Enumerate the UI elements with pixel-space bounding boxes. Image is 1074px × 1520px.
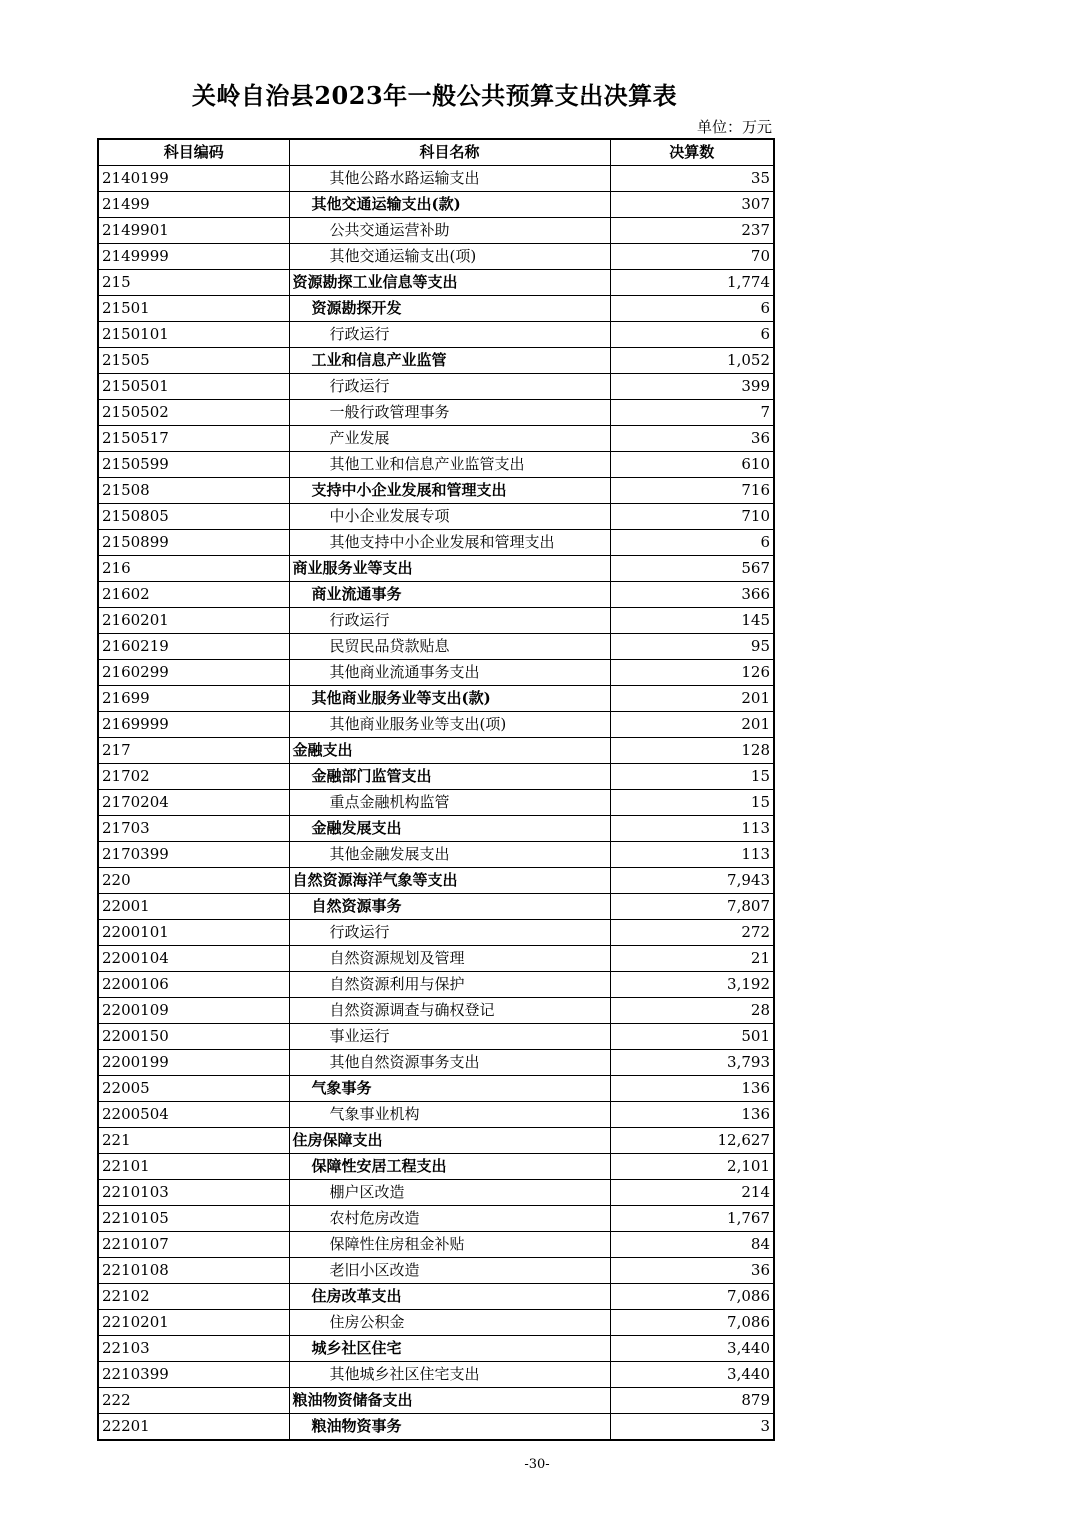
table-row [98,660,774,686]
row-amount: 126 [610,660,774,686]
table-row [98,1102,774,1128]
row-name: 行政运行 [289,920,610,946]
row-name: 其他商业服务业等支出(款) [289,686,610,712]
row-code: 22102 [98,1284,289,1310]
row-name: 金融部门监管支出 [289,764,610,790]
header-amount: 决算数 [610,139,774,166]
row-code: 22201 [98,1414,289,1441]
row-name: 气象事业机构 [289,1102,610,1128]
row-amount: 28 [610,998,774,1024]
table-row [98,816,774,842]
row-code: 2210105 [98,1206,289,1232]
table-row [98,712,774,738]
table-row [98,920,774,946]
row-amount: 3,793 [610,1050,774,1076]
table-row [98,1154,774,1180]
row-amount: 201 [610,686,774,712]
row-amount: 610 [610,452,774,478]
row-code: 21699 [98,686,289,712]
row-code: 2200504 [98,1102,289,1128]
row-amount: 128 [610,738,774,764]
row-name: 其他商业服务业等支出(项) [289,712,610,738]
row-code: 2200199 [98,1050,289,1076]
row-name: 其他交通运输支出(款) [289,192,610,218]
table-row [98,998,774,1024]
table-row [98,1180,774,1206]
table-row [98,1258,774,1284]
row-name: 其他交通运输支出(项) [289,244,610,270]
row-amount: 214 [610,1180,774,1206]
table-row [98,686,774,712]
row-code: 2150501 [98,374,289,400]
table-row [98,842,774,868]
row-code: 21702 [98,764,289,790]
row-name: 住房改革支出 [289,1284,610,1310]
table-row [98,868,774,894]
row-code: 220 [98,868,289,894]
row-amount: 7,086 [610,1310,774,1336]
row-name: 自然资源调查与确权登记 [289,998,610,1024]
table-row [98,634,774,660]
table-row [98,582,774,608]
table-row [98,1310,774,1336]
row-amount: 237 [610,218,774,244]
table-row [98,1284,774,1310]
row-code: 2200104 [98,946,289,972]
row-amount: 7,807 [610,894,774,920]
row-code: 2160219 [98,634,289,660]
row-amount: 3 [610,1414,774,1441]
row-code: 2210399 [98,1362,289,1388]
table-row [98,1388,774,1414]
table-row [98,1336,774,1362]
row-name: 中小企业发展专项 [289,504,610,530]
table-row [98,530,774,556]
row-name: 自然资源事务 [289,894,610,920]
table-row [98,764,774,790]
row-amount: 7,943 [610,868,774,894]
row-code: 2140199 [98,166,289,192]
row-name: 住房保障支出 [289,1128,610,1154]
table-row [98,972,774,998]
table-row [98,218,774,244]
page-title: 关岭自治县2023年一般公共预算支出决算表 [191,81,678,110]
row-code: 2210107 [98,1232,289,1258]
table-row [98,296,774,322]
row-code: 2200106 [98,972,289,998]
table-row [98,946,774,972]
row-amount: 201 [610,712,774,738]
row-amount: 2,101 [610,1154,774,1180]
table-row [98,1232,774,1258]
row-code: 22103 [98,1336,289,1362]
row-name: 行政运行 [289,374,610,400]
table-row [98,894,774,920]
row-code: 2150517 [98,426,289,452]
row-name: 商业服务业等支出 [289,556,610,582]
row-name: 粮油物资事务 [289,1414,610,1441]
row-amount: 6 [610,322,774,348]
row-code: 22001 [98,894,289,920]
row-amount: 3,440 [610,1336,774,1362]
row-name: 其他工业和信息产业监管支出 [289,452,610,478]
table-header-row [98,139,774,166]
row-amount: 716 [610,478,774,504]
table-row [98,270,774,296]
table-row [98,790,774,816]
table-row [98,374,774,400]
row-code: 2149999 [98,244,289,270]
row-code: 215 [98,270,289,296]
row-code: 2150101 [98,322,289,348]
row-code: 21501 [98,296,289,322]
table-row [98,608,774,634]
table-body [98,166,774,1441]
row-name: 自然资源利用与保护 [289,972,610,998]
row-name: 民贸民品贷款贴息 [289,634,610,660]
row-code: 217 [98,738,289,764]
row-code: 2150502 [98,400,289,426]
row-code: 2150899 [98,530,289,556]
row-amount: 84 [610,1232,774,1258]
row-amount: 36 [610,1258,774,1284]
row-amount: 113 [610,842,774,868]
row-name: 棚户区改造 [289,1180,610,1206]
table-row [98,400,774,426]
row-amount: 3,192 [610,972,774,998]
row-name: 气象事务 [289,1076,610,1102]
row-amount: 113 [610,816,774,842]
row-name: 其他支持中小企业发展和管理支出 [289,530,610,556]
row-code: 21602 [98,582,289,608]
table-row [98,1076,774,1102]
row-amount: 136 [610,1102,774,1128]
row-name: 住房公积金 [289,1310,610,1336]
row-name: 产业发展 [289,426,610,452]
table-row [98,166,774,192]
row-amount: 15 [610,764,774,790]
row-code: 2170204 [98,790,289,816]
row-code: 2170399 [98,842,289,868]
row-code: 22101 [98,1154,289,1180]
row-name: 其他金融发展支出 [289,842,610,868]
row-name: 事业运行 [289,1024,610,1050]
budget-table [97,138,775,1441]
table-row [98,1024,774,1050]
table-row [98,452,774,478]
row-amount: 7,086 [610,1284,774,1310]
row-amount: 1,774 [610,270,774,296]
row-code: 21499 [98,192,289,218]
row-code: 2200101 [98,920,289,946]
row-amount: 710 [610,504,774,530]
row-name: 金融发展支出 [289,816,610,842]
row-code: 21508 [98,478,289,504]
row-amount: 145 [610,608,774,634]
row-name: 城乡社区住宅 [289,1336,610,1362]
row-name: 重点金融机构监管 [289,790,610,816]
row-amount: 136 [610,1076,774,1102]
row-name: 其他公路水路运输支出 [289,166,610,192]
row-amount: 366 [610,582,774,608]
unit-label: 单位：万元 [696,118,772,136]
row-amount: 399 [610,374,774,400]
row-code: 2149901 [98,218,289,244]
row-code: 2200109 [98,998,289,1024]
row-name: 公共交通运营补助 [289,218,610,244]
table-row [98,1362,774,1388]
row-name: 其他商业流通事务支出 [289,660,610,686]
row-code: 222 [98,1388,289,1414]
row-amount: 879 [610,1388,774,1414]
row-amount: 6 [610,296,774,322]
row-name: 其他自然资源事务支出 [289,1050,610,1076]
row-code: 2210201 [98,1310,289,1336]
row-name: 农村危房改造 [289,1206,610,1232]
row-amount: 35 [610,166,774,192]
table-row [98,504,774,530]
row-name: 其他城乡社区住宅支出 [289,1362,610,1388]
row-amount: 95 [610,634,774,660]
table-row [98,322,774,348]
row-code: 216 [98,556,289,582]
row-amount: 7 [610,400,774,426]
row-name: 保障性住房租金补贴 [289,1232,610,1258]
row-name: 资源勘探工业信息等支出 [289,270,610,296]
table-row [98,738,774,764]
row-name: 行政运行 [289,322,610,348]
table-row [98,556,774,582]
table-row [98,1050,774,1076]
row-code: 2160201 [98,608,289,634]
row-code: 2200150 [98,1024,289,1050]
row-amount: 6 [610,530,774,556]
row-code: 2150599 [98,452,289,478]
row-name: 支持中小企业发展和管理支出 [289,478,610,504]
row-code: 2169999 [98,712,289,738]
page-number: -30- [524,1457,550,1472]
row-code: 21703 [98,816,289,842]
row-amount: 272 [610,920,774,946]
row-code: 2210108 [98,1258,289,1284]
row-name: 自然资源海洋气象等支出 [289,868,610,894]
row-code: 2210103 [98,1180,289,1206]
row-name: 行政运行 [289,608,610,634]
table-row [98,348,774,374]
row-amount: 36 [610,426,774,452]
table-row [98,1414,774,1441]
table-row [98,1206,774,1232]
row-name: 自然资源规划及管理 [289,946,610,972]
table-row [98,192,774,218]
header-name: 科目名称 [289,139,610,166]
row-amount: 12,627 [610,1128,774,1154]
table-row [98,1128,774,1154]
row-code: 2150805 [98,504,289,530]
row-code: 221 [98,1128,289,1154]
row-name: 资源勘探开发 [289,296,610,322]
row-name: 保障性安居工程支出 [289,1154,610,1180]
row-code: 22005 [98,1076,289,1102]
row-amount: 307 [610,192,774,218]
table-row [98,426,774,452]
row-code: 2160299 [98,660,289,686]
row-amount: 1,767 [610,1206,774,1232]
row-code: 21505 [98,348,289,374]
row-amount: 1,052 [610,348,774,374]
row-name: 老旧小区改造 [289,1258,610,1284]
row-amount: 21 [610,946,774,972]
row-amount: 501 [610,1024,774,1050]
table-row [98,478,774,504]
row-amount: 70 [610,244,774,270]
header-code: 科目编码 [98,139,289,166]
row-amount: 15 [610,790,774,816]
row-amount: 567 [610,556,774,582]
row-name: 工业和信息产业监管 [289,348,610,374]
row-name: 粮油物资储备支出 [289,1388,610,1414]
row-amount: 3,440 [610,1362,774,1388]
table-row [98,244,774,270]
row-name: 商业流通事务 [289,582,610,608]
row-name: 一般行政管理事务 [289,400,610,426]
row-name: 金融支出 [289,738,610,764]
